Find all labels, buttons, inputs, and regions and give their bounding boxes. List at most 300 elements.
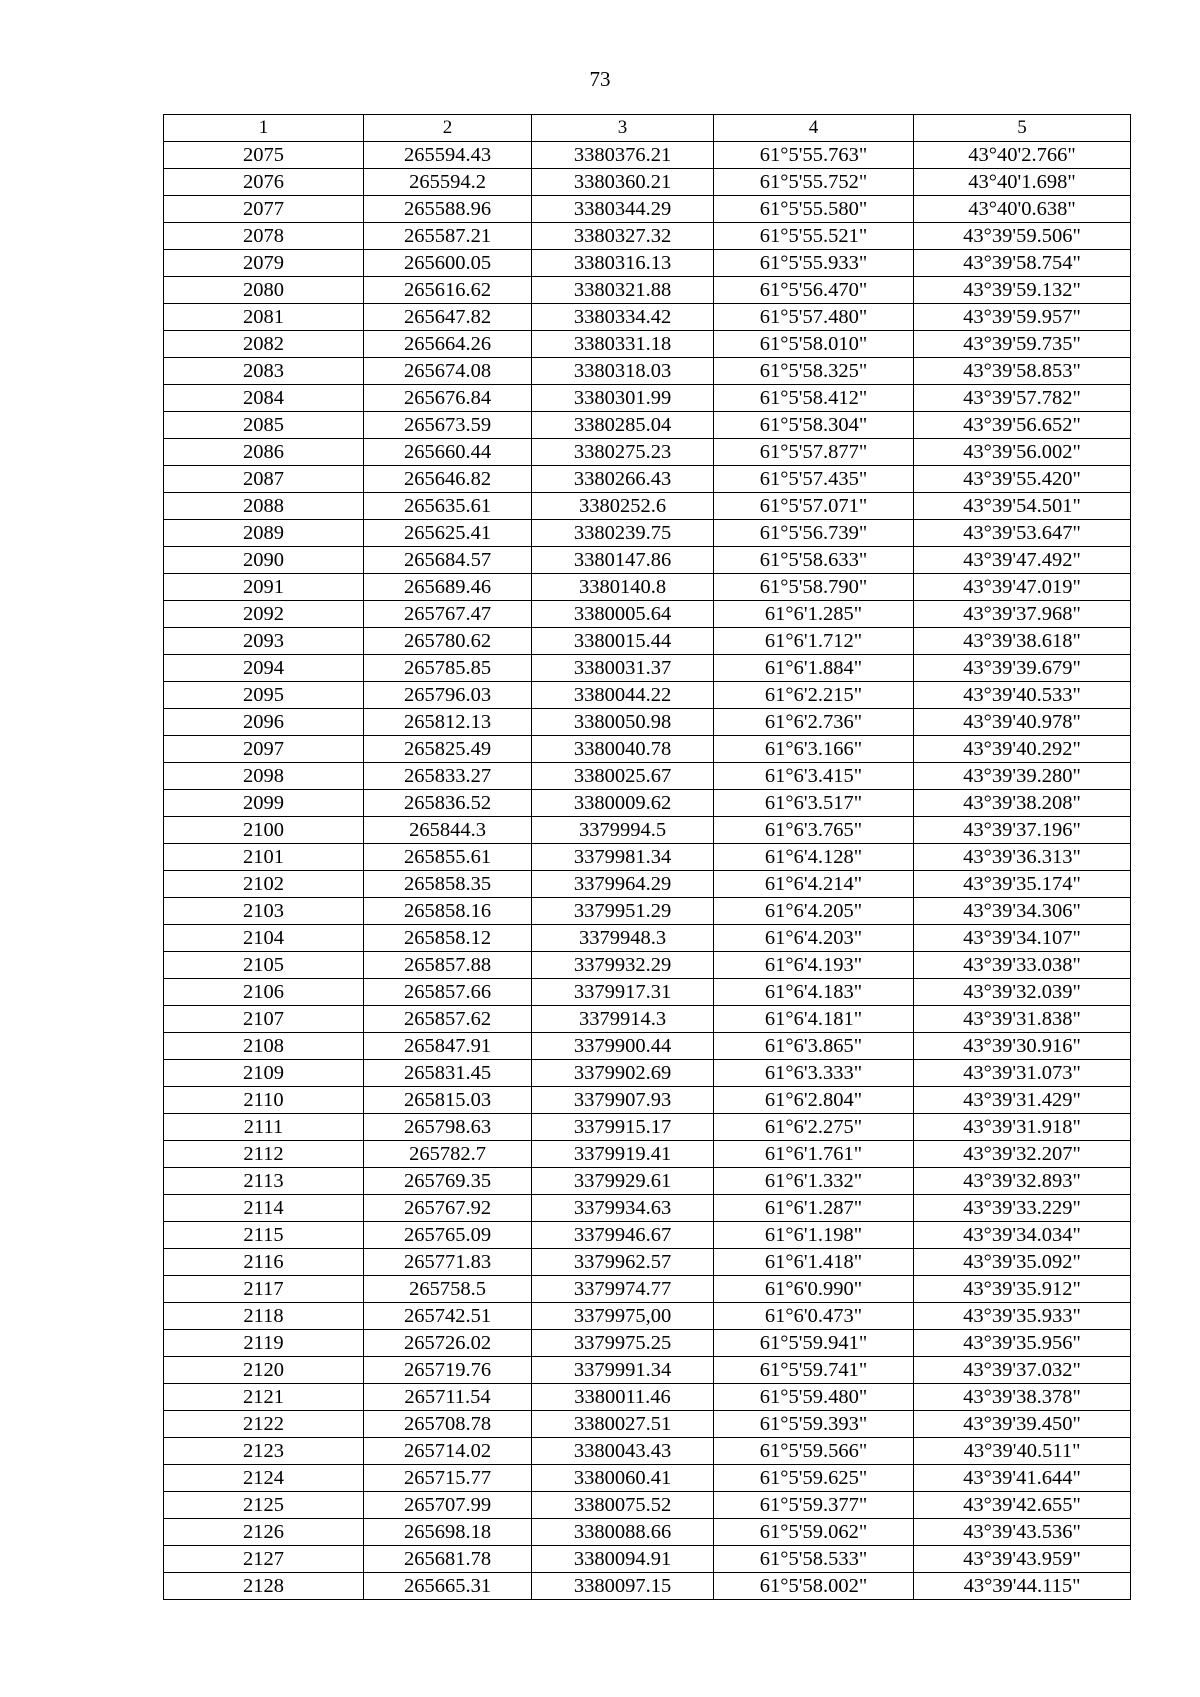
table-row xyxy=(164,1114,1131,1141)
cell-longitude: 61°6'4.203" xyxy=(714,925,914,952)
cell-y: 3379907.93 xyxy=(532,1087,714,1114)
cell-latitude: 43°40'2.766" xyxy=(914,142,1131,169)
cell-longitude: 61°5'58.533" xyxy=(714,1546,914,1573)
table-row xyxy=(164,1546,1131,1573)
cell-latitude: 43°39'33.229" xyxy=(914,1195,1131,1222)
table-row xyxy=(164,1330,1131,1357)
cell-longitude: 61°6'3.415" xyxy=(714,763,914,790)
cell-x: 265785.85 xyxy=(364,655,532,682)
cell-x: 265660.44 xyxy=(364,439,532,466)
cell-latitude: 43°39'39.280" xyxy=(914,763,1131,790)
cell-latitude: 43°39'42.655" xyxy=(914,1492,1131,1519)
cell-x: 265664.26 xyxy=(364,331,532,358)
cell-latitude: 43°39'59.735" xyxy=(914,331,1131,358)
cell-x: 265857.62 xyxy=(364,1006,532,1033)
cell-point-number: 2078 xyxy=(164,223,364,250)
cell-y: 3380301.99 xyxy=(532,385,714,412)
table-row xyxy=(164,628,1131,655)
cell-longitude: 61°5'59.480" xyxy=(714,1384,914,1411)
cell-y: 3380075.52 xyxy=(532,1492,714,1519)
cell-y: 3380239.75 xyxy=(532,520,714,547)
cell-point-number: 2100 xyxy=(164,817,364,844)
cell-point-number: 2124 xyxy=(164,1465,364,1492)
cell-latitude: 43°39'31.073" xyxy=(914,1060,1131,1087)
cell-x: 265673.59 xyxy=(364,412,532,439)
cell-point-number: 2088 xyxy=(164,493,364,520)
cell-longitude: 61°6'2.736" xyxy=(714,709,914,736)
table-row xyxy=(164,952,1131,979)
cell-latitude: 43°39'34.107" xyxy=(914,925,1131,952)
table-row xyxy=(164,1519,1131,1546)
cell-latitude: 43°39'57.782" xyxy=(914,385,1131,412)
table-header xyxy=(164,115,1131,142)
cell-y: 3379974.77 xyxy=(532,1276,714,1303)
cell-latitude: 43°39'31.429" xyxy=(914,1087,1131,1114)
column-header-y: 3 xyxy=(532,115,714,142)
cell-point-number: 2087 xyxy=(164,466,364,493)
cell-point-number: 2114 xyxy=(164,1195,364,1222)
cell-point-number: 2119 xyxy=(164,1330,364,1357)
cell-x: 265719.76 xyxy=(364,1357,532,1384)
cell-x: 265847.91 xyxy=(364,1033,532,1060)
cell-x: 265715.77 xyxy=(364,1465,532,1492)
cell-x: 265858.12 xyxy=(364,925,532,952)
cell-y: 3380094.91 xyxy=(532,1546,714,1573)
cell-latitude: 43°39'47.019" xyxy=(914,574,1131,601)
cell-latitude: 43°39'58.853" xyxy=(914,358,1131,385)
cell-y: 3380009.62 xyxy=(532,790,714,817)
cell-y: 3380331.18 xyxy=(532,331,714,358)
cell-y: 3380088.66 xyxy=(532,1519,714,1546)
cell-point-number: 2126 xyxy=(164,1519,364,1546)
cell-latitude: 43°39'38.378" xyxy=(914,1384,1131,1411)
cell-x: 265857.66 xyxy=(364,979,532,1006)
cell-longitude: 61°5'55.933" xyxy=(714,250,914,277)
cell-latitude: 43°39'37.196" xyxy=(914,817,1131,844)
cell-longitude: 61°5'59.941" xyxy=(714,1330,914,1357)
table-row xyxy=(164,142,1131,169)
cell-latitude: 43°39'41.644" xyxy=(914,1465,1131,1492)
cell-x: 265681.78 xyxy=(364,1546,532,1573)
cell-y: 3380097.15 xyxy=(532,1573,714,1600)
cell-longitude: 61°5'59.625" xyxy=(714,1465,914,1492)
cell-latitude: 43°39'40.533" xyxy=(914,682,1131,709)
cell-x: 265815.03 xyxy=(364,1087,532,1114)
cell-point-number: 2106 xyxy=(164,979,364,1006)
cell-latitude: 43°39'56.652" xyxy=(914,412,1131,439)
cell-x: 265765.09 xyxy=(364,1222,532,1249)
cell-x: 265665.31 xyxy=(364,1573,532,1600)
cell-longitude: 61°6'4.205" xyxy=(714,898,914,925)
cell-point-number: 2080 xyxy=(164,277,364,304)
table-row xyxy=(164,709,1131,736)
cell-longitude: 61°5'59.393" xyxy=(714,1411,914,1438)
table-row xyxy=(164,601,1131,628)
cell-longitude: 61°6'4.214" xyxy=(714,871,914,898)
cell-y: 3380044.22 xyxy=(532,682,714,709)
cell-latitude: 43°39'31.918" xyxy=(914,1114,1131,1141)
cell-latitude: 43°39'59.957" xyxy=(914,304,1131,331)
cell-y: 3379932.29 xyxy=(532,952,714,979)
cell-longitude: 61°5'55.580" xyxy=(714,196,914,223)
cell-y: 3380005.64 xyxy=(532,601,714,628)
cell-y: 3379951.29 xyxy=(532,898,714,925)
cell-x: 265831.45 xyxy=(364,1060,532,1087)
cell-y: 3380334.42 xyxy=(532,304,714,331)
cell-y: 3380011.46 xyxy=(532,1384,714,1411)
cell-longitude: 61°5'59.566" xyxy=(714,1438,914,1465)
cell-longitude: 61°6'4.183" xyxy=(714,979,914,1006)
cell-longitude: 61°6'0.473" xyxy=(714,1303,914,1330)
cell-longitude: 61°6'4.128" xyxy=(714,844,914,871)
cell-latitude: 43°39'34.306" xyxy=(914,898,1131,925)
table-row xyxy=(164,1465,1131,1492)
cell-point-number: 2075 xyxy=(164,142,364,169)
table-row xyxy=(164,1438,1131,1465)
cell-x: 265676.84 xyxy=(364,385,532,412)
cell-latitude: 43°39'38.208" xyxy=(914,790,1131,817)
cell-x: 265780.62 xyxy=(364,628,532,655)
cell-y: 3380327.32 xyxy=(532,223,714,250)
cell-latitude: 43°40'1.698" xyxy=(914,169,1131,196)
cell-latitude: 43°39'39.679" xyxy=(914,655,1131,682)
table-row xyxy=(164,925,1131,952)
cell-latitude: 43°39'56.002" xyxy=(914,439,1131,466)
cell-longitude: 61°6'4.193" xyxy=(714,952,914,979)
cell-longitude: 61°5'58.790" xyxy=(714,574,914,601)
cell-point-number: 2118 xyxy=(164,1303,364,1330)
cell-x: 265855.61 xyxy=(364,844,532,871)
cell-y: 3380043.43 xyxy=(532,1438,714,1465)
cell-longitude: 61°5'57.435" xyxy=(714,466,914,493)
table-row xyxy=(164,1411,1131,1438)
cell-longitude: 61°6'3.865" xyxy=(714,1033,914,1060)
cell-x: 265684.57 xyxy=(364,547,532,574)
cell-latitude: 43°39'40.511" xyxy=(914,1438,1131,1465)
cell-longitude: 61°6'3.517" xyxy=(714,790,914,817)
cell-longitude: 61°5'58.325" xyxy=(714,358,914,385)
cell-y: 3379975,00 xyxy=(532,1303,714,1330)
cell-x: 265600.05 xyxy=(364,250,532,277)
table-row xyxy=(164,817,1131,844)
cell-y: 3380376.21 xyxy=(532,142,714,169)
table-row xyxy=(164,844,1131,871)
cell-point-number: 2121 xyxy=(164,1384,364,1411)
table-row xyxy=(164,1195,1131,1222)
cell-longitude: 61°6'1.285" xyxy=(714,601,914,628)
cell-point-number: 2110 xyxy=(164,1087,364,1114)
cell-longitude: 61°6'1.198" xyxy=(714,1222,914,1249)
table-row xyxy=(164,331,1131,358)
coordinates-table xyxy=(163,114,1131,1600)
cell-point-number: 2093 xyxy=(164,628,364,655)
cell-latitude: 43°39'43.959" xyxy=(914,1546,1131,1573)
cell-point-number: 2092 xyxy=(164,601,364,628)
cell-latitude: 43°40'0.638" xyxy=(914,196,1131,223)
table-row xyxy=(164,250,1131,277)
cell-y: 3380025.67 xyxy=(532,763,714,790)
cell-point-number: 2117 xyxy=(164,1276,364,1303)
cell-y: 3380015.44 xyxy=(532,628,714,655)
cell-y: 3379991.34 xyxy=(532,1357,714,1384)
cell-x: 265708.78 xyxy=(364,1411,532,1438)
table-row xyxy=(164,1141,1131,1168)
cell-point-number: 2109 xyxy=(164,1060,364,1087)
cell-latitude: 43°39'35.174" xyxy=(914,871,1131,898)
cell-x: 265844.3 xyxy=(364,817,532,844)
cell-x: 265836.52 xyxy=(364,790,532,817)
cell-x: 265625.41 xyxy=(364,520,532,547)
cell-x: 265782.7 xyxy=(364,1141,532,1168)
column-header-point-number: 1 xyxy=(164,115,364,142)
cell-longitude: 61°5'57.071" xyxy=(714,493,914,520)
table-row xyxy=(164,1033,1131,1060)
cell-x: 265798.63 xyxy=(364,1114,532,1141)
table-row xyxy=(164,1303,1131,1330)
cell-y: 3380140.8 xyxy=(532,574,714,601)
cell-point-number: 2081 xyxy=(164,304,364,331)
cell-point-number: 2104 xyxy=(164,925,364,952)
cell-y: 3380060.41 xyxy=(532,1465,714,1492)
cell-longitude: 61°5'55.763" xyxy=(714,142,914,169)
cell-latitude: 43°39'36.313" xyxy=(914,844,1131,871)
cell-longitude: 61°5'58.002" xyxy=(714,1573,914,1600)
cell-y: 3379919.41 xyxy=(532,1141,714,1168)
cell-y: 3380050.98 xyxy=(532,709,714,736)
cell-longitude: 61°6'4.181" xyxy=(714,1006,914,1033)
cell-y: 3380344.29 xyxy=(532,196,714,223)
cell-latitude: 43°39'59.132" xyxy=(914,277,1131,304)
cell-x: 265698.18 xyxy=(364,1519,532,1546)
cell-longitude: 61°6'1.761" xyxy=(714,1141,914,1168)
cell-point-number: 2095 xyxy=(164,682,364,709)
cell-x: 265714.02 xyxy=(364,1438,532,1465)
cell-longitude: 61°6'1.712" xyxy=(714,628,914,655)
cell-longitude: 61°5'56.739" xyxy=(714,520,914,547)
cell-latitude: 43°39'40.292" xyxy=(914,736,1131,763)
cell-longitude: 61°5'57.877" xyxy=(714,439,914,466)
cell-latitude: 43°39'59.506" xyxy=(914,223,1131,250)
cell-point-number: 2084 xyxy=(164,385,364,412)
table-row xyxy=(164,1222,1131,1249)
cell-point-number: 2113 xyxy=(164,1168,364,1195)
cell-x: 265726.02 xyxy=(364,1330,532,1357)
table-row xyxy=(164,466,1131,493)
cell-y: 3380040.78 xyxy=(532,736,714,763)
cell-x: 265769.35 xyxy=(364,1168,532,1195)
cell-latitude: 43°39'32.039" xyxy=(914,979,1131,1006)
cell-point-number: 2089 xyxy=(164,520,364,547)
cell-longitude: 61°6'3.333" xyxy=(714,1060,914,1087)
cell-point-number: 2090 xyxy=(164,547,364,574)
table-row xyxy=(164,871,1131,898)
table-row xyxy=(164,493,1131,520)
table-row xyxy=(164,1249,1131,1276)
column-header-latitude: 5 xyxy=(914,115,1131,142)
table-row xyxy=(164,1168,1131,1195)
table-body xyxy=(164,142,1131,1600)
cell-y: 3379946.67 xyxy=(532,1222,714,1249)
cell-point-number: 2091 xyxy=(164,574,364,601)
cell-longitude: 61°6'1.287" xyxy=(714,1195,914,1222)
cell-point-number: 2122 xyxy=(164,1411,364,1438)
cell-y: 3380252.6 xyxy=(532,493,714,520)
cell-y: 3380266.43 xyxy=(532,466,714,493)
cell-x: 265833.27 xyxy=(364,763,532,790)
cell-point-number: 2120 xyxy=(164,1357,364,1384)
table-row xyxy=(164,736,1131,763)
cell-y: 3380031.37 xyxy=(532,655,714,682)
cell-x: 265594.43 xyxy=(364,142,532,169)
cell-x: 265646.82 xyxy=(364,466,532,493)
cell-x: 265588.96 xyxy=(364,196,532,223)
cell-point-number: 2116 xyxy=(164,1249,364,1276)
cell-y: 3380147.86 xyxy=(532,547,714,574)
cell-y: 3380285.04 xyxy=(532,412,714,439)
cell-point-number: 2127 xyxy=(164,1546,364,1573)
table-row xyxy=(164,520,1131,547)
cell-y: 3379994.5 xyxy=(532,817,714,844)
cell-latitude: 43°39'32.207" xyxy=(914,1141,1131,1168)
cell-y: 3379962.57 xyxy=(532,1249,714,1276)
cell-x: 265771.83 xyxy=(364,1249,532,1276)
cell-longitude: 61°6'0.990" xyxy=(714,1276,914,1303)
cell-latitude: 43°39'58.754" xyxy=(914,250,1131,277)
table-row xyxy=(164,574,1131,601)
cell-latitude: 43°39'47.492" xyxy=(914,547,1131,574)
cell-x: 265674.08 xyxy=(364,358,532,385)
cell-latitude: 43°39'54.501" xyxy=(914,493,1131,520)
cell-longitude: 61°6'3.166" xyxy=(714,736,914,763)
cell-x: 265635.61 xyxy=(364,493,532,520)
cell-x: 265758.5 xyxy=(364,1276,532,1303)
cell-y: 3379900.44 xyxy=(532,1033,714,1060)
header-row xyxy=(164,115,1131,142)
cell-latitude: 43°39'35.956" xyxy=(914,1330,1131,1357)
cell-y: 3379934.63 xyxy=(532,1195,714,1222)
cell-point-number: 2083 xyxy=(164,358,364,385)
cell-x: 265767.92 xyxy=(364,1195,532,1222)
column-header-longitude: 4 xyxy=(714,115,914,142)
table-row xyxy=(164,763,1131,790)
table-row xyxy=(164,277,1131,304)
cell-point-number: 2123 xyxy=(164,1438,364,1465)
cell-longitude: 61°5'59.377" xyxy=(714,1492,914,1519)
cell-y: 3379981.34 xyxy=(532,844,714,871)
cell-y: 3380275.23 xyxy=(532,439,714,466)
cell-x: 265711.54 xyxy=(364,1384,532,1411)
cell-y: 3379917.31 xyxy=(532,979,714,1006)
cell-longitude: 61°6'2.215" xyxy=(714,682,914,709)
table-row xyxy=(164,1087,1131,1114)
table-row xyxy=(164,898,1131,925)
cell-longitude: 61°6'1.332" xyxy=(714,1168,914,1195)
cell-longitude: 61°6'3.765" xyxy=(714,817,914,844)
cell-y: 3379948.3 xyxy=(532,925,714,952)
cell-latitude: 43°39'37.032" xyxy=(914,1357,1131,1384)
cell-x: 265767.47 xyxy=(364,601,532,628)
cell-point-number: 2128 xyxy=(164,1573,364,1600)
cell-latitude: 43°39'34.034" xyxy=(914,1222,1131,1249)
cell-latitude: 43°39'53.647" xyxy=(914,520,1131,547)
cell-point-number: 2105 xyxy=(164,952,364,979)
cell-y: 3379914.3 xyxy=(532,1006,714,1033)
cell-point-number: 2082 xyxy=(164,331,364,358)
table-row xyxy=(164,547,1131,574)
table-row xyxy=(164,979,1131,1006)
cell-x: 265857.88 xyxy=(364,952,532,979)
cell-x: 265647.82 xyxy=(364,304,532,331)
cell-longitude: 61°5'59.062" xyxy=(714,1519,914,1546)
cell-latitude: 43°39'32.893" xyxy=(914,1168,1131,1195)
cell-point-number: 2099 xyxy=(164,790,364,817)
cell-y: 3380316.13 xyxy=(532,250,714,277)
cell-longitude: 61°6'2.275" xyxy=(714,1114,914,1141)
cell-point-number: 2101 xyxy=(164,844,364,871)
cell-point-number: 2115 xyxy=(164,1222,364,1249)
cell-point-number: 2108 xyxy=(164,1033,364,1060)
table-row xyxy=(164,1573,1131,1600)
table-row xyxy=(164,358,1131,385)
cell-x: 265742.51 xyxy=(364,1303,532,1330)
cell-longitude: 61°5'58.010" xyxy=(714,331,914,358)
cell-x: 265858.35 xyxy=(364,871,532,898)
cell-longitude: 61°6'2.804" xyxy=(714,1087,914,1114)
table-row xyxy=(164,385,1131,412)
cell-longitude: 61°5'55.752" xyxy=(714,169,914,196)
cell-latitude: 43°39'30.916" xyxy=(914,1033,1131,1060)
cell-point-number: 2098 xyxy=(164,763,364,790)
cell-point-number: 2102 xyxy=(164,871,364,898)
cell-x: 265825.49 xyxy=(364,736,532,763)
cell-point-number: 2085 xyxy=(164,412,364,439)
cell-point-number: 2103 xyxy=(164,898,364,925)
cell-latitude: 43°39'35.933" xyxy=(914,1303,1131,1330)
cell-x: 265594.2 xyxy=(364,169,532,196)
cell-point-number: 2125 xyxy=(164,1492,364,1519)
cell-latitude: 43°39'39.450" xyxy=(914,1411,1131,1438)
cell-y: 3379975.25 xyxy=(532,1330,714,1357)
cell-longitude: 61°5'58.633" xyxy=(714,547,914,574)
cell-latitude: 43°39'38.618" xyxy=(914,628,1131,655)
cell-x: 265689.46 xyxy=(364,574,532,601)
cell-x: 265812.13 xyxy=(364,709,532,736)
cell-y: 3380321.88 xyxy=(532,277,714,304)
table-row xyxy=(164,412,1131,439)
cell-x: 265587.21 xyxy=(364,223,532,250)
cell-y: 3379964.29 xyxy=(532,871,714,898)
table-row xyxy=(164,790,1131,817)
cell-x: 265616.62 xyxy=(364,277,532,304)
cell-latitude: 43°39'55.420" xyxy=(914,466,1131,493)
cell-x: 265858.16 xyxy=(364,898,532,925)
table-row xyxy=(164,1492,1131,1519)
cell-longitude: 61°5'58.412" xyxy=(714,385,914,412)
table-row xyxy=(164,1357,1131,1384)
table-row xyxy=(164,655,1131,682)
cell-y: 3379929.61 xyxy=(532,1168,714,1195)
cell-point-number: 2096 xyxy=(164,709,364,736)
cell-latitude: 43°39'35.092" xyxy=(914,1249,1131,1276)
cell-longitude: 61°5'56.470" xyxy=(714,277,914,304)
cell-y: 3380027.51 xyxy=(532,1411,714,1438)
cell-x: 265707.99 xyxy=(364,1492,532,1519)
cell-latitude: 43°39'43.536" xyxy=(914,1519,1131,1546)
cell-point-number: 2107 xyxy=(164,1006,364,1033)
cell-point-number: 2094 xyxy=(164,655,364,682)
table-row xyxy=(164,1276,1131,1303)
cell-y: 3379902.69 xyxy=(532,1060,714,1087)
